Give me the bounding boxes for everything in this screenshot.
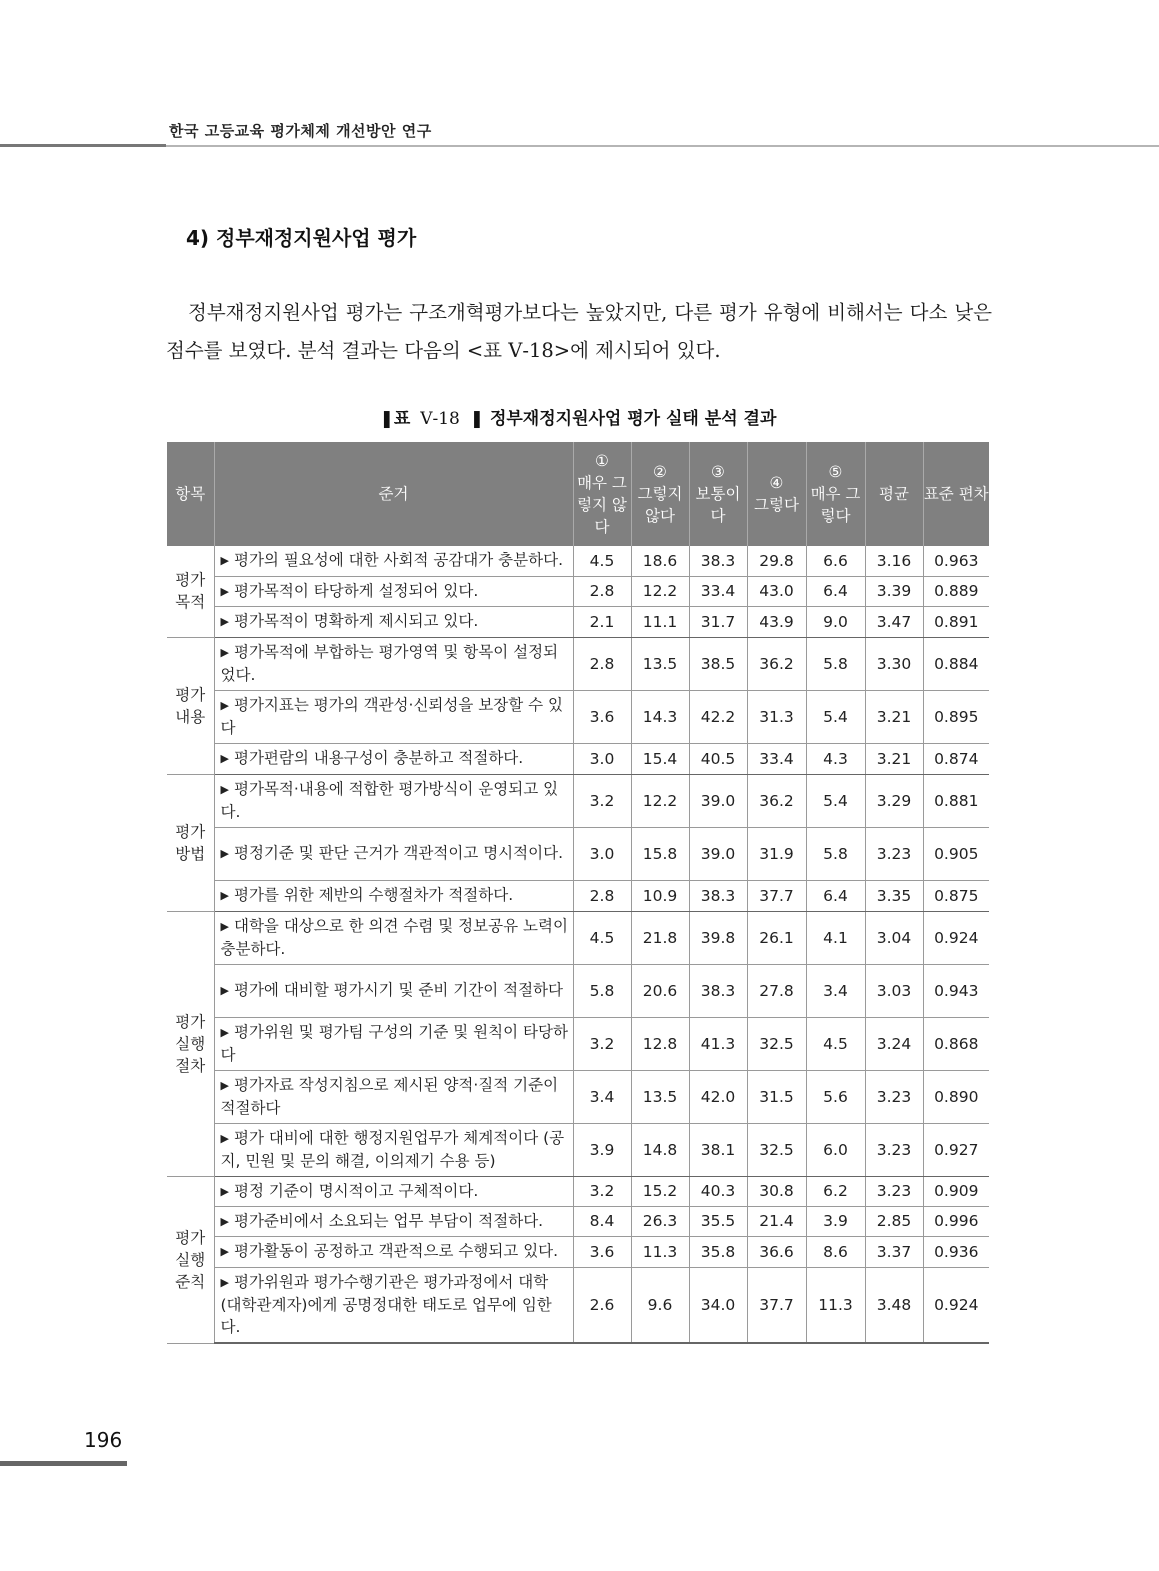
value-neutral: 35.5 xyxy=(689,1206,747,1236)
value-disagree: 12.8 xyxy=(631,1017,689,1070)
triangle-bullet-icon: ▶ xyxy=(220,1245,229,1258)
value-strongly-disagree: 8.4 xyxy=(573,1206,631,1236)
value-agree: 31.9 xyxy=(747,827,806,880)
value-strongly-agree: 8.6 xyxy=(806,1236,865,1267)
value-neutral: 38.3 xyxy=(689,546,747,576)
triangle-bullet-icon: ▶ xyxy=(220,1276,229,1290)
value-strongly-agree: 5.8 xyxy=(806,827,865,880)
value-neutral: 40.5 xyxy=(689,743,747,774)
value-strongly-disagree: 2.8 xyxy=(573,880,631,911)
value-mean: 3.29 xyxy=(865,774,923,827)
value-mean: 2.85 xyxy=(865,1206,923,1236)
value-agree: 30.8 xyxy=(747,1176,806,1206)
table-row xyxy=(167,880,989,911)
value-strongly-disagree: 2.6 xyxy=(573,1267,631,1343)
table-row xyxy=(167,1236,989,1267)
header-neutral xyxy=(689,442,747,546)
header-criterion: 준거 xyxy=(214,442,573,546)
header-disagree xyxy=(631,442,689,546)
value-mean: 3.23 xyxy=(865,1176,923,1206)
value-disagree: 18.6 xyxy=(631,546,689,576)
table-body xyxy=(167,546,989,1343)
value-strongly-disagree: 3.2 xyxy=(573,1176,631,1206)
table-row xyxy=(167,1017,989,1070)
value-neutral: 31.7 xyxy=(689,606,747,637)
header-category: 항목 xyxy=(167,442,214,546)
criterion-text: 평가위원과 평가수행기관은 평가과정에서 대학(대학관계자)에게 공명정대한 태도로 업무에 임한다. xyxy=(220,1273,552,1337)
criterion-text: 평가를 위한 제반의 수행절차가 적절하다. xyxy=(233,886,514,904)
value-agree: 31.5 xyxy=(747,1070,806,1123)
category-cell: 평가 방법 xyxy=(167,774,214,911)
value-neutral: 39.8 xyxy=(689,911,747,964)
value-mean: 3.04 xyxy=(865,911,923,964)
value-strongly-disagree: 3.6 xyxy=(573,1236,631,1267)
value-strongly-disagree: 3.0 xyxy=(573,827,631,880)
footer-rule xyxy=(0,1461,127,1466)
value-strongly-disagree: 5.8 xyxy=(573,964,631,1017)
value-agree: 31.3 xyxy=(747,690,806,743)
value-std-dev: 0.890 xyxy=(923,1070,989,1123)
header-strongly-agree xyxy=(806,442,865,546)
criterion-text: 평가 대비에 대한 행정지원업무가 체계적이다 (공지, 민원 및 문의 해결, 이의제기 수용 등) xyxy=(220,1129,565,1170)
criterion-cell xyxy=(214,964,573,1017)
triangle-bullet-icon: ▶ xyxy=(220,1132,229,1145)
header-mean: 평균 xyxy=(865,442,923,546)
section-heading: 4) 정부재정지원사업 평가 xyxy=(186,226,417,250)
triangle-bullet-icon: ▶ xyxy=(220,889,229,902)
value-strongly-disagree: 3.6 xyxy=(573,690,631,743)
triangle-bullet-icon: ▶ xyxy=(220,1184,229,1198)
value-strongly-agree: 4.1 xyxy=(806,911,865,964)
value-neutral: 39.0 xyxy=(689,774,747,827)
value-neutral: 40.3 xyxy=(689,1176,747,1206)
header-label: 매우 그렇지 않다 xyxy=(577,474,627,536)
value-mean: 3.03 xyxy=(865,964,923,1017)
criterion-cell xyxy=(214,1176,573,1206)
value-strongly-agree: 5.6 xyxy=(806,1070,865,1123)
criterion-cell xyxy=(214,880,573,911)
value-agree: 21.4 xyxy=(747,1206,806,1236)
criterion-text: 평가목적·내용에 적합한 평가방식이 운영되고 있다. xyxy=(220,780,559,821)
value-std-dev: 0.924 xyxy=(923,911,989,964)
value-strongly-agree: 6.4 xyxy=(806,576,865,606)
header-rule-light xyxy=(166,145,1159,147)
table-row xyxy=(167,546,989,576)
value-std-dev: 0.895 xyxy=(923,690,989,743)
value-strongly-agree: 9.0 xyxy=(806,606,865,637)
criterion-text: 평가에 대비할 평가시기 및 준비 기간이 적절하다 xyxy=(233,981,563,999)
value-agree: 32.5 xyxy=(747,1017,806,1070)
value-strongly-disagree: 3.2 xyxy=(573,774,631,827)
header-num: ④ xyxy=(769,474,784,492)
value-strongly-agree: 11.3 xyxy=(806,1267,865,1343)
triangle-bullet-icon: ▶ xyxy=(220,1214,229,1228)
value-strongly-agree: 6.0 xyxy=(806,1123,865,1176)
value-std-dev: 0.927 xyxy=(923,1123,989,1176)
value-std-dev: 0.881 xyxy=(923,774,989,827)
criterion-cell xyxy=(214,743,573,774)
criterion-cell xyxy=(214,1017,573,1070)
value-std-dev: 0.891 xyxy=(923,606,989,637)
value-agree: 27.8 xyxy=(747,964,806,1017)
value-mean: 3.24 xyxy=(865,1017,923,1070)
criterion-cell xyxy=(214,690,573,743)
triangle-bullet-icon: ▶ xyxy=(220,1079,229,1092)
triangle-bullet-icon: ▶ xyxy=(220,554,229,568)
value-disagree: 11.3 xyxy=(631,1236,689,1267)
caption-mark-right: ❚ xyxy=(469,409,485,429)
category-cell: 평가 실행 절차 xyxy=(167,911,214,1176)
category-cell: 평가 내용 xyxy=(167,637,214,774)
value-strongly-agree: 6.6 xyxy=(806,546,865,576)
value-disagree: 12.2 xyxy=(631,774,689,827)
value-strongly-agree: 5.4 xyxy=(806,690,865,743)
table-row xyxy=(167,1070,989,1123)
value-std-dev: 0.884 xyxy=(923,637,989,690)
triangle-bullet-icon: ▶ xyxy=(220,615,229,628)
value-neutral: 34.0 xyxy=(689,1267,747,1343)
value-mean: 3.23 xyxy=(865,1070,923,1123)
criterion-text: 평가목적이 타당하게 설정되어 있다. xyxy=(233,581,479,600)
criterion-cell xyxy=(214,1267,573,1343)
value-std-dev: 0.943 xyxy=(923,964,989,1017)
value-strongly-disagree: 2.8 xyxy=(573,576,631,606)
caption-label: Ⅴ-18 xyxy=(420,409,460,429)
table-row xyxy=(167,827,989,880)
value-agree: 36.6 xyxy=(747,1236,806,1267)
value-agree: 32.5 xyxy=(747,1123,806,1176)
criterion-cell xyxy=(214,576,573,606)
value-neutral: 35.8 xyxy=(689,1236,747,1267)
value-agree: 36.2 xyxy=(747,637,806,690)
value-strongly-agree: 6.4 xyxy=(806,880,865,911)
value-agree: 43.0 xyxy=(747,576,806,606)
results-table xyxy=(167,442,989,1344)
criterion-text: 평가의 필요성에 대한 사회적 공감대가 충분하다. xyxy=(233,551,563,570)
header-num: ⑤ xyxy=(828,463,843,481)
value-disagree: 14.3 xyxy=(631,690,689,743)
running-header: 한국 고등교육 평가체제 개선방안 연구 xyxy=(169,122,432,140)
value-mean: 3.30 xyxy=(865,637,923,690)
value-agree: 37.7 xyxy=(747,1267,806,1343)
value-std-dev: 0.996 xyxy=(923,1206,989,1236)
triangle-bullet-icon: ▶ xyxy=(220,699,229,712)
value-strongly-disagree: 3.2 xyxy=(573,1017,631,1070)
value-std-dev: 0.909 xyxy=(923,1176,989,1206)
value-disagree: 9.6 xyxy=(631,1267,689,1343)
table-row xyxy=(167,774,989,827)
value-neutral: 42.0 xyxy=(689,1070,747,1123)
value-std-dev: 0.963 xyxy=(923,546,989,576)
criterion-text: 평가자료 작성지침으로 제시된 양적·질적 기준이 적절하다 xyxy=(220,1076,559,1117)
header-num: ③ xyxy=(711,463,725,481)
table-caption xyxy=(166,404,990,429)
value-strongly-agree: 4.3 xyxy=(806,743,865,774)
page-number: 196 xyxy=(84,1428,123,1452)
value-mean: 3.47 xyxy=(865,606,923,637)
value-disagree: 21.8 xyxy=(631,911,689,964)
value-std-dev: 0.874 xyxy=(923,743,989,774)
value-strongly-disagree: 2.1 xyxy=(573,606,631,637)
triangle-bullet-icon: ▶ xyxy=(220,1026,229,1039)
value-strongly-agree: 3.4 xyxy=(806,964,865,1017)
criterion-text: 평가지표는 평가의 객관성·신뢰성을 보장할 수 있다 xyxy=(220,696,563,737)
value-strongly-disagree: 4.5 xyxy=(573,911,631,964)
value-neutral: 38.3 xyxy=(689,880,747,911)
header-std-dev: 표준 편차 xyxy=(923,442,989,546)
value-strongly-agree: 5.4 xyxy=(806,774,865,827)
value-strongly-disagree: 4.5 xyxy=(573,546,631,576)
triangle-bullet-icon: ▶ xyxy=(220,984,229,997)
value-strongly-agree: 5.8 xyxy=(806,637,865,690)
table-row xyxy=(167,1176,989,1206)
value-mean: 3.48 xyxy=(865,1267,923,1343)
table-row xyxy=(167,911,989,964)
value-neutral: 42.2 xyxy=(689,690,747,743)
value-agree: 29.8 xyxy=(747,546,806,576)
triangle-bullet-icon: ▶ xyxy=(220,920,229,933)
value-disagree: 20.6 xyxy=(631,964,689,1017)
header-strongly-disagree xyxy=(573,442,631,546)
value-agree: 26.1 xyxy=(747,911,806,964)
value-neutral: 41.3 xyxy=(689,1017,747,1070)
criterion-text: 평정 기준이 명시적이고 구체적이다. xyxy=(233,1181,479,1200)
value-std-dev: 0.875 xyxy=(923,880,989,911)
criterion-text: 평정기준 및 판단 근거가 객관적이고 명시적이다. xyxy=(233,844,563,862)
value-agree: 37.7 xyxy=(747,880,806,911)
table-row xyxy=(167,637,989,690)
criterion-text: 평가위원 및 평가팀 구성의 기준 및 원칙이 타당하다 xyxy=(220,1023,568,1064)
header-label: 매우 그렇다 xyxy=(810,485,861,525)
criterion-text: 평가준비에서 소요되는 업무 부담이 적절하다. xyxy=(233,1211,544,1230)
caption-mark-left: ❚표 xyxy=(379,409,411,429)
value-std-dev: 0.924 xyxy=(923,1267,989,1343)
value-disagree: 15.4 xyxy=(631,743,689,774)
value-mean: 3.16 xyxy=(865,546,923,576)
value-disagree: 15.8 xyxy=(631,827,689,880)
criterion-text: 대학을 대상으로 한 의견 수렴 및 정보공유 노력이 충분하다. xyxy=(220,917,568,958)
criterion-cell xyxy=(214,1206,573,1236)
value-mean: 3.23 xyxy=(865,827,923,880)
value-neutral: 39.0 xyxy=(689,827,747,880)
value-disagree: 14.8 xyxy=(631,1123,689,1176)
value-mean: 3.23 xyxy=(865,1123,923,1176)
value-std-dev: 0.868 xyxy=(923,1017,989,1070)
caption-title: 정부재정지원사업 평가 실태 분석 결과 xyxy=(489,409,777,429)
criterion-cell xyxy=(214,827,573,880)
criterion-cell xyxy=(214,637,573,690)
category-cell: 평가 목적 xyxy=(167,546,214,637)
triangle-bullet-icon: ▶ xyxy=(220,584,229,598)
header-label: 보통이다 xyxy=(695,485,741,525)
header-label: 그렇다 xyxy=(754,496,799,514)
value-disagree: 13.5 xyxy=(631,637,689,690)
value-agree: 43.9 xyxy=(747,606,806,637)
criterion-text: 평가편람의 내용구성이 충분하고 적절하다. xyxy=(233,749,524,767)
criterion-text: 평가활동이 공정하고 객관적으로 수행되고 있다. xyxy=(233,1242,559,1260)
value-mean: 3.37 xyxy=(865,1236,923,1267)
value-std-dev: 0.905 xyxy=(923,827,989,880)
value-mean: 3.21 xyxy=(865,690,923,743)
value-disagree: 11.1 xyxy=(631,606,689,637)
value-disagree: 15.2 xyxy=(631,1176,689,1206)
value-mean: 3.35 xyxy=(865,880,923,911)
header-num: ① xyxy=(595,452,609,470)
triangle-bullet-icon: ▶ xyxy=(220,752,229,765)
criterion-cell xyxy=(214,1070,573,1123)
value-neutral: 38.3 xyxy=(689,964,747,1017)
header-agree xyxy=(747,442,806,546)
value-disagree: 12.2 xyxy=(631,576,689,606)
value-agree: 36.2 xyxy=(747,774,806,827)
table-row xyxy=(167,1123,989,1176)
value-std-dev: 0.936 xyxy=(923,1236,989,1267)
table-row xyxy=(167,690,989,743)
value-strongly-disagree: 2.8 xyxy=(573,637,631,690)
value-mean: 3.39 xyxy=(865,576,923,606)
value-neutral: 38.5 xyxy=(689,637,747,690)
table-header-row xyxy=(167,442,989,546)
criterion-cell xyxy=(214,546,573,576)
value-strongly-disagree: 3.4 xyxy=(573,1070,631,1123)
criterion-text: 평가목적에 부합하는 평가영역 및 항목이 설정되었다. xyxy=(220,643,559,684)
table-row xyxy=(167,964,989,1017)
value-strongly-agree: 3.9 xyxy=(806,1206,865,1236)
category-cell: 평가 실행 준칙 xyxy=(167,1176,214,1343)
triangle-bullet-icon: ▶ xyxy=(220,646,229,659)
value-strongly-disagree: 3.0 xyxy=(573,743,631,774)
table-row xyxy=(167,606,989,637)
criterion-cell xyxy=(214,774,573,827)
header-label: 그렇지 않다 xyxy=(637,485,683,525)
value-neutral: 33.4 xyxy=(689,576,747,606)
header-num: ② xyxy=(653,463,667,481)
table-row xyxy=(167,1267,989,1343)
value-neutral: 38.1 xyxy=(689,1123,747,1176)
criterion-cell xyxy=(214,1236,573,1267)
criterion-cell xyxy=(214,606,573,637)
value-disagree: 13.5 xyxy=(631,1070,689,1123)
value-disagree: 10.9 xyxy=(631,880,689,911)
triangle-bullet-icon: ▶ xyxy=(220,847,229,860)
triangle-bullet-icon: ▶ xyxy=(220,783,229,796)
table-row xyxy=(167,576,989,606)
value-std-dev: 0.889 xyxy=(923,576,989,606)
value-strongly-disagree: 3.9 xyxy=(573,1123,631,1176)
table-row xyxy=(167,1206,989,1236)
value-disagree: 26.3 xyxy=(631,1206,689,1236)
table-row xyxy=(167,743,989,774)
criterion-cell xyxy=(214,1123,573,1176)
body-paragraph: 정부재정지원사업 평가는 구조개혁평가보다는 높았지만, 다른 평가 유형에 비해서는 다소 낮은 점수를 보였다. 분석 결과는 다음의 <표 Ⅴ-18>에 제시되어 있다. xyxy=(166,300,992,362)
header-rule xyxy=(0,144,166,147)
criterion-cell xyxy=(214,911,573,964)
value-agree: 33.4 xyxy=(747,743,806,774)
value-strongly-agree: 6.2 xyxy=(806,1176,865,1206)
value-strongly-agree: 4.5 xyxy=(806,1017,865,1070)
value-mean: 3.21 xyxy=(865,743,923,774)
criterion-text: 평가목적이 명확하게 제시되고 있다. xyxy=(233,612,479,630)
